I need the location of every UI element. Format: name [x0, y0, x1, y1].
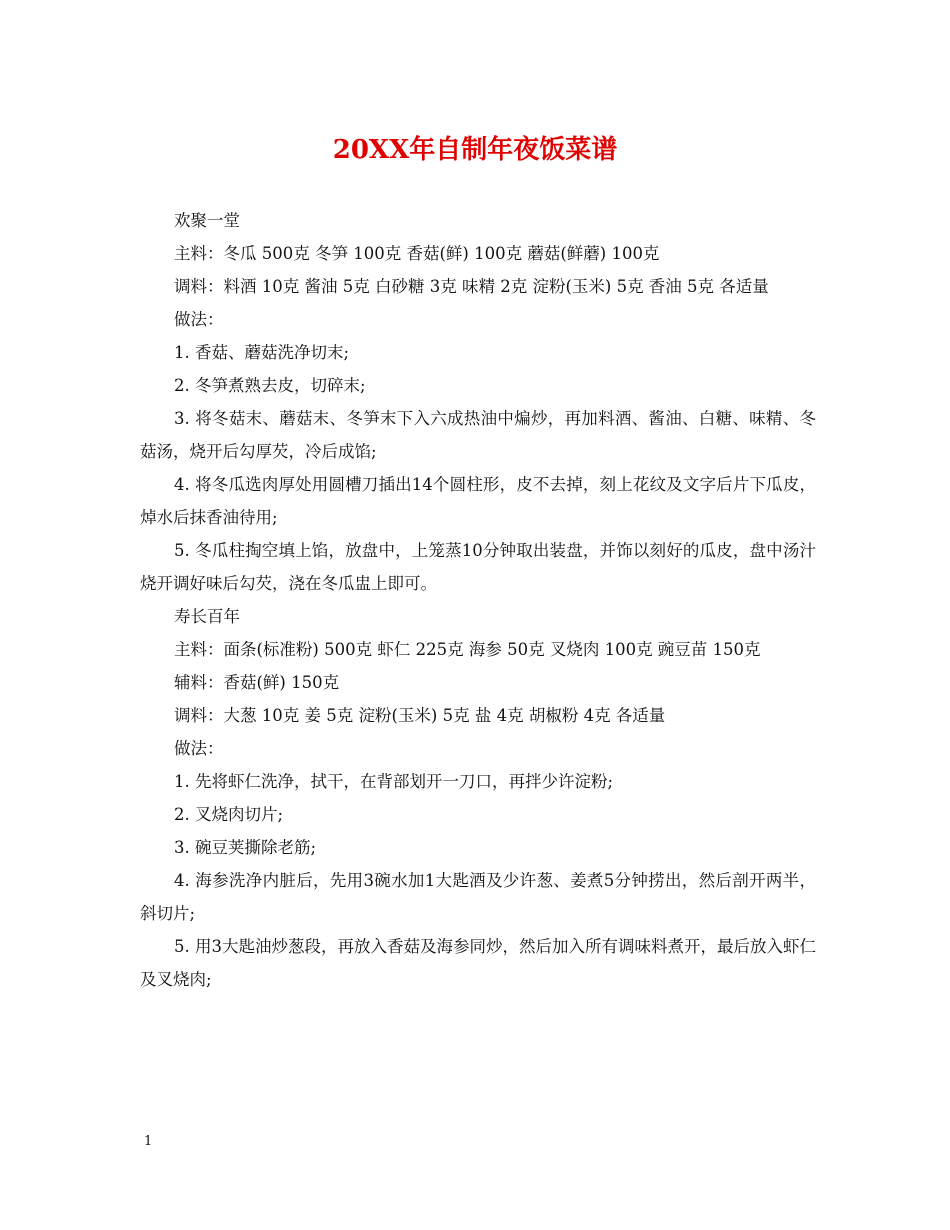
ingredients-seasoning: 调料：大葱 10克 姜 5克 淀粉(玉米) 5克 盐 4克 胡椒粉 4克 各适量	[174, 706, 666, 725]
document-title: 20XX年自制年夜饭菜谱	[332, 135, 618, 165]
method-step: 5. 冬瓜柱掏空填上馅，放盘中，上笼蒸10分钟取出装盘，并饰以刻好的瓜皮，盘中汤汁烧开调好味后勾芡，浇在冬瓜盅上即可。	[140, 541, 816, 593]
method-step: 3. 碗豆荚撕除老筋;	[174, 838, 317, 857]
method-step: 1. 香菇、蘑菇洗净切末;	[174, 343, 350, 362]
section-heading: 寿长百年	[174, 607, 240, 626]
method-step: 4. 将冬瓜选肉厚处用圆槽刀插出14个圆柱形，皮不去掉，刻上花纹及文字后片下瓜皮，焯水后抹香油待用;	[140, 475, 816, 527]
method-step: 1. 先将虾仁洗净，拭干，在背部划开一刀口，再拌少许淀粉;	[174, 772, 614, 791]
method-step: 5. 用3大匙油炒葱段，再放入香菇及海参同炒，然后加入所有调味料煮开，最后放入虾仁及叉烧肉;	[140, 937, 816, 989]
ingredients-main: 主料：面条(标准粉) 500克 虾仁 225克 海参 50克 叉烧肉 100克 豌豆苗 150克	[174, 640, 761, 659]
section-heading: 欢聚一堂	[174, 211, 240, 230]
method-step: 2. 冬笋煮熟去皮，切碎末;	[174, 376, 366, 395]
document-body	[140, 204, 816, 996]
method-step: 4. 海参洗净内脏后，先用3碗水加1大匙酒及少许葱、姜煮5分钟捞出，然后剖开两半，斜切片;	[140, 871, 816, 923]
ingredients-auxiliary: 辅料：香菇(鲜) 150克	[174, 673, 340, 692]
method-step: 2. 叉烧肉切片;	[174, 805, 284, 824]
ingredients-seasoning: 调料：料酒 10克 酱油 5克 白砂糖 3克 味精 2克 淀粉(玉米) 5克 香油 5克 各适量	[174, 277, 769, 296]
ingredients-main: 主料：冬瓜 500克 冬笋 100克 香菇(鲜) 100克 蘑菇(鲜蘑) 100克	[174, 244, 660, 263]
method-heading: 做法：	[174, 310, 224, 329]
method-step: 3. 将冬菇末、蘑菇末、冬笋末下入六成热油中煸炒，再加料酒、酱油、白糖、味精、冬菇汤，烧开后勾厚芡，冷后成馅;	[140, 409, 816, 461]
page-number: 1	[144, 1134, 153, 1149]
method-heading: 做法：	[174, 739, 224, 758]
